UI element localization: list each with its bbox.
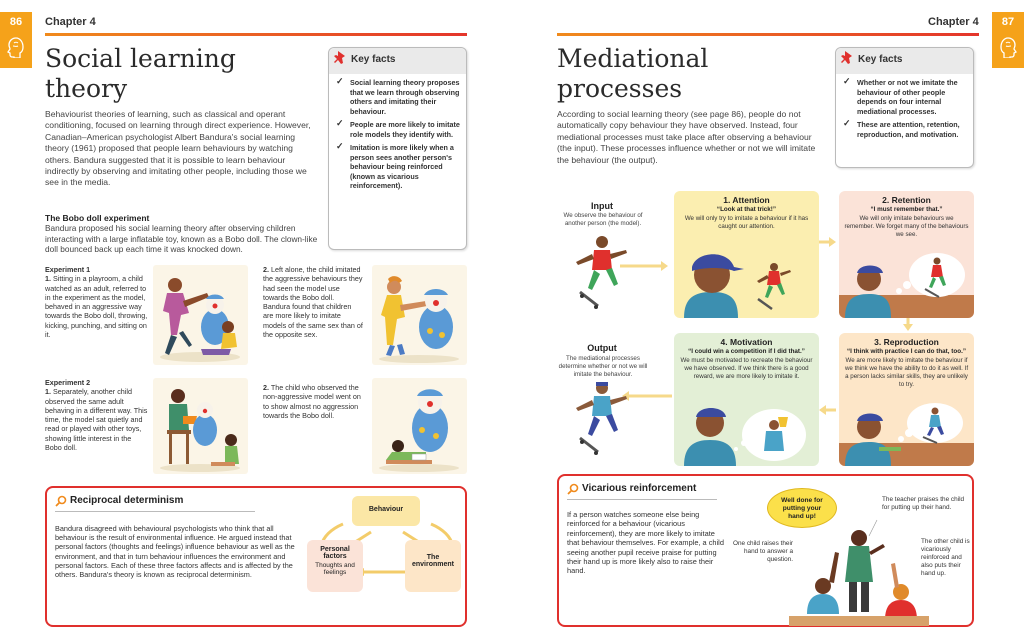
vicarious-heading: Vicarious reinforcement <box>582 483 697 494</box>
illustration-quiet-model <box>153 378 248 474</box>
experiment1-step1: Experiment 1 1. Sitting in a playroom, a child watched as an adult, referred to in the experiment as the model, behaved in an aggressive way towards the Bobo doll, throwing, kicking, punching, and sitting on it. <box>45 265 148 340</box>
key-fact-item: ✓ Social learning theory proposes that we learn through observing others and imitating their behaviour. <box>336 76 460 116</box>
attention-title: 1. Attention <box>723 195 770 205</box>
output-desc: The mediational processes determine whether or not we will imitate the behaviour. <box>558 355 648 378</box>
key-facts-box <box>835 47 974 168</box>
check-icon: ✓ <box>336 76 344 86</box>
intro-paragraph: Behaviourist theories of learning, such as classical and operant conditioning, focused on learning through direct experience. However, Canadian–American psychologist Albert Bandura's social learning theory (1961) proposed that people learn behaviours by watching others. Bandura suggested that it is possible to learn behaviour indirectly by observing and imitating other people, including those we see in the media. <box>45 109 311 188</box>
retention-desc: We will only imitate behaviours we remember. We forget many of the behaviours we see. <box>844 215 969 238</box>
reproduction-desc: We are more likely to imitate the behaviour if we think we have the ability to do it as well. If a person lacks similar skills, they are unlikely to try. <box>844 357 969 388</box>
motivation-title: 4. Motivation <box>720 337 773 347</box>
check-icon: ✓ <box>843 118 851 128</box>
retention-quote: “I must remember that.” <box>870 206 943 213</box>
chapter-label: Chapter 4 <box>928 16 979 28</box>
header-rule <box>45 33 467 36</box>
speech-bubble: Well done for putting your hand up! <box>767 488 837 528</box>
pin-icon <box>334 50 348 68</box>
attention-illustration <box>674 243 819 318</box>
motivation-card <box>674 333 819 466</box>
motivation-quote: “I could win a competition if I did that.” <box>688 348 805 355</box>
key-fact-item: ✓ Whether or not we imitate the behaviour of other people depends on four internal mediational processes. <box>843 76 958 116</box>
experiment2-step2: 2. The child who observed the non-aggressive model went on to show almost no aggression towards the Bobo doll. <box>263 383 361 420</box>
output-label: Output <box>587 343 617 353</box>
reproduction-quote: “I think with practice I can do that, too.” <box>847 348 966 355</box>
reproduction-illustration <box>839 397 974 466</box>
check-icon: ✓ <box>843 76 851 86</box>
reproduction-title: 3. Reproduction <box>874 337 939 347</box>
vicarious-text: If a person watches someone else being reinforced for a behaviour (vicarious reinforcement), they are more likely to imitate that behaviour themselves. For example, a child seeing another pupil receive praise for putting their hand up is more likely also to raise their hand. <box>567 510 724 576</box>
right-page <box>512 0 1024 636</box>
annotation-raise-hand: One child raises their hand to answer a question. <box>732 540 793 563</box>
classroom-illustration <box>789 516 929 626</box>
header-rule <box>557 33 979 36</box>
experiment2-step1: Experiment 2 1. Separately, another child observed the same adult behaving in a different way. This time, the model sat quietly and read or played with other toys, showing little interest in the Bobo doll. <box>45 378 148 453</box>
skateboarder-input-illustration <box>570 232 634 312</box>
node-personal-factors: Personal factors Thoughts and feelings <box>307 540 363 592</box>
experiment1-step2: 2. Left alone, the child imitated the aggressive behaviours they had seen the model use towards the Bobo doll. Bandura found that children are more likely to imitate models of the same sex than of the opposite sex. <box>263 265 363 340</box>
check-icon: ✓ <box>336 118 344 128</box>
intro-paragraph: According to social learning theory (see page 86), people do not automatically copy behaviour they have observed. Instead, four mediational processes must take place after observing a behaviour (the input). These processes influence whether or not we will imitate the behaviour (the output). <box>557 109 816 165</box>
page-title: Social learning theory <box>45 44 236 103</box>
page-number: 87 <box>1001 16 1015 28</box>
key-facts-heading: Key facts <box>858 54 903 65</box>
key-fact-item: ✓ These are attention, retention, reproduction, and motivation. <box>843 118 960 139</box>
page-tab-left <box>0 12 32 68</box>
reproduction-card <box>839 333 974 466</box>
page-tab-right <box>992 12 1024 68</box>
node-environment: The environment <box>405 540 461 592</box>
retention-illustration <box>839 247 974 318</box>
key-fact-item: ✓ Imitation is more likely when a person sees another person's behaviour being reinforced (known as vicarious reinforcement). <box>336 141 454 190</box>
page-title: Mediational processes <box>557 44 709 103</box>
input-label: Input <box>591 201 613 211</box>
head-brain-icon <box>7 36 25 58</box>
annotation-teacher: The teacher praises the child for putting up their hand. <box>882 496 965 511</box>
chapter-label: Chapter 4 <box>45 16 96 28</box>
illustration-child-imitates <box>372 265 467 365</box>
retention-card <box>839 191 974 318</box>
key-fact-item: ✓ People are more likely to imitate role models they identify with. <box>336 118 460 139</box>
skateboarder-output-illustration <box>570 378 634 458</box>
head-brain-icon <box>999 36 1017 58</box>
magnifier-icon <box>55 495 67 507</box>
annotation-other-child: The other child is vicariously reinforced and also puts their hand up. <box>921 538 970 577</box>
experiment2-heading: Experiment 2 <box>45 378 91 387</box>
bobo-text: Bandura proposed his social learning theory after observing children interacting with a large inflatable toy, known as a Bobo doll. The clown-like doll bounced back up each time it was knocked down. <box>45 223 318 255</box>
attention-card <box>674 191 819 318</box>
experiment1-heading: Experiment 1 <box>45 265 91 274</box>
reciprocal-text: Bandura disagreed with behavioural psychologists who think that all behaviour is the result of environmental influence. He argued instead that personal factors (thoughts and feelings) influence behaviour as well as the environment, and that in turn behaviour influences the environment and personal factors. Each of these three factors affects and is affected by the others. Bandura's theory is known as reciprocal determinism. <box>55 524 295 580</box>
check-icon: ✓ <box>336 141 344 151</box>
illustration-child-reads <box>372 378 467 474</box>
pin-icon <box>841 50 855 68</box>
bobo-heading: The Bobo doll experiment <box>45 213 150 223</box>
input-desc: We observe the behaviour of another person (the model). <box>563 212 643 227</box>
attention-desc: We will only try to imitate a behaviour if it has caught our attention. <box>684 215 809 230</box>
key-facts-box <box>328 47 467 250</box>
illustration-aggressive-model <box>153 265 248 365</box>
key-facts-heading: Key facts <box>351 54 396 65</box>
page-number: 86 <box>9 16 23 28</box>
node-behaviour: Behaviour <box>352 496 420 526</box>
reciprocal-heading: Reciprocal determinism <box>70 495 184 506</box>
reciprocal-determinism-box <box>45 486 467 627</box>
vicarious-reinforcement-box <box>557 474 974 627</box>
magnifier-icon <box>567 483 579 495</box>
retention-title: 2. Retention <box>882 195 931 205</box>
attention-quote: “Look at that trick!” <box>716 206 777 213</box>
motivation-desc: We must be motivated to recreate the behaviour we have observed. If we think there is a good reward, we are more likely to imitate it. <box>680 357 813 380</box>
motivation-illustration <box>674 395 819 466</box>
